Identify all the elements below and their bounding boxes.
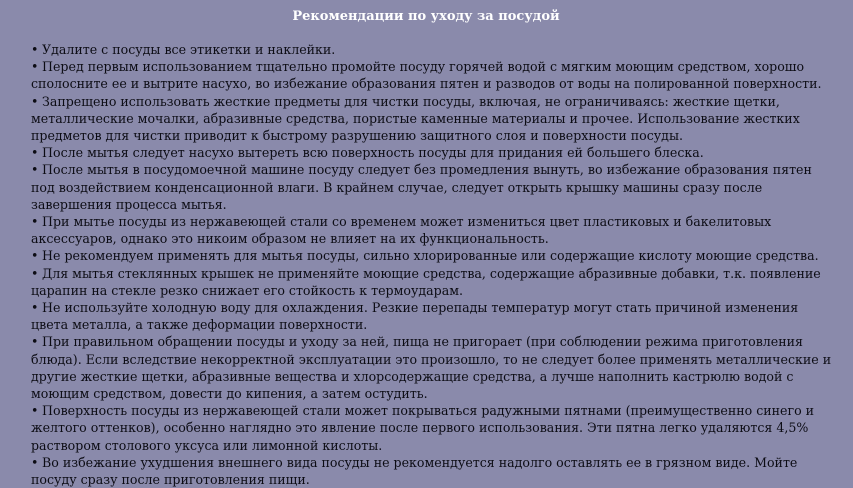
list-item	[31, 93, 839, 145]
list-item-text: После мытья в посудомоечной машине посуду следует без промедления вынуть, во избежание образования пятен под воздействием конденсационной влаги. В крайнем случае, следует открыть крышку машины сразу после завершения процесса мытья.	[31, 162, 812, 212]
bullet: •	[31, 403, 39, 419]
list-item	[31, 41, 839, 58]
bullet: •	[31, 145, 39, 161]
list-item	[31, 144, 839, 161]
list-item-text: При мытье посуды из нержавеющей стали со временем может измениться цвет пластиковых и бакелитовых аксессуаров, однако это никоим образом не влияет на их функциональность.	[31, 214, 772, 247]
list-item-text: После мытья следует насухо вытереть всю поверхность посуды для придания ей большего блеска.	[42, 145, 704, 161]
list-item-text: Во избежание ухудшения внешнего вида посуды не рекомендуется надолго оставлять ее в грязном виде. Мойте посуду сразу после приготовления пищи.	[31, 454, 798, 488]
list-item-text: Не используйте холодную воду для охлаждения. Резкие перепады температур могут стать причиной изменения цвета металла, а также деформации поверхности.	[31, 300, 799, 333]
page-title: Рекомендации по уходу за посудой	[292, 9, 560, 24]
list-item-text: При правильном обращении посуды и уходу за ней, пища не пригорает (при соблюдении режима приготовления блюда). Если вследствие некорректной эксплуатации это произошло, то не следует более применять металлические и другие жесткие щетки, абразивные вещества и хлорсодержащие средства, а лучше наполнить кастрюлю водой с моющим средством, довести до кипения, а затем остудить.	[31, 334, 832, 402]
list-item	[31, 265, 839, 299]
list-item	[31, 58, 839, 92]
bullet: •	[31, 59, 39, 75]
bullet: •	[31, 162, 39, 178]
list-item	[31, 161, 839, 213]
recommendations-list	[31, 41, 839, 488]
list-item	[31, 333, 839, 402]
list-item-text: Для мытья стеклянных крышек не применяйте моющие средства, содержащие абразивные добавки, т.к. появление царапин на стекле резко снижает его стойкость к термоударам.	[31, 265, 821, 298]
bullet: •	[31, 300, 39, 316]
list-item	[31, 299, 839, 333]
list-item	[31, 402, 839, 454]
bullet: •	[31, 93, 39, 109]
bullet: •	[31, 214, 39, 230]
bullet: •	[31, 42, 39, 57]
bullet: •	[31, 454, 39, 470]
bullet: •	[31, 248, 39, 264]
list-item-text: Не рекомендуем применять для мытья посуды, сильно хлорированные или содержащие кислоту моющие средства.	[42, 248, 819, 264]
bullet: •	[31, 265, 39, 281]
list-item	[31, 213, 839, 247]
list-item	[31, 247, 839, 264]
list-item-text: Запрещено использовать жесткие предметы для чистки посуды, включая, не ограничиваясь: жесткие щетки, металлические мочалки, абразивные средства, пористые каменные материалы и прочее. Использование жестких предметов для чистки приводит к быстрому разрушению защитного слоя и поверхности посуды.	[31, 93, 800, 144]
list-item-text: Перед первым использованием тщательно промойте посуду горячей водой с мягким моющим средством, хорошо сполосните ее и вытрите насухо, во избежание образования пятен и разводов от воды на полированной поверхности.	[31, 59, 822, 92]
list-item-text: Удалите с посуды все этикетки и наклейки.	[42, 42, 336, 57]
list-item-text: Поверхность посуды из нержавеющей стали может покрываться радужными пятнами (преимущественно синего и желтого оттенков), особенно наглядно это явление после первого использования. Эти пятна легко удаляются 4,5% раствором столового уксуса или лимонной кислоты.	[31, 403, 815, 453]
bullet: •	[31, 334, 39, 350]
